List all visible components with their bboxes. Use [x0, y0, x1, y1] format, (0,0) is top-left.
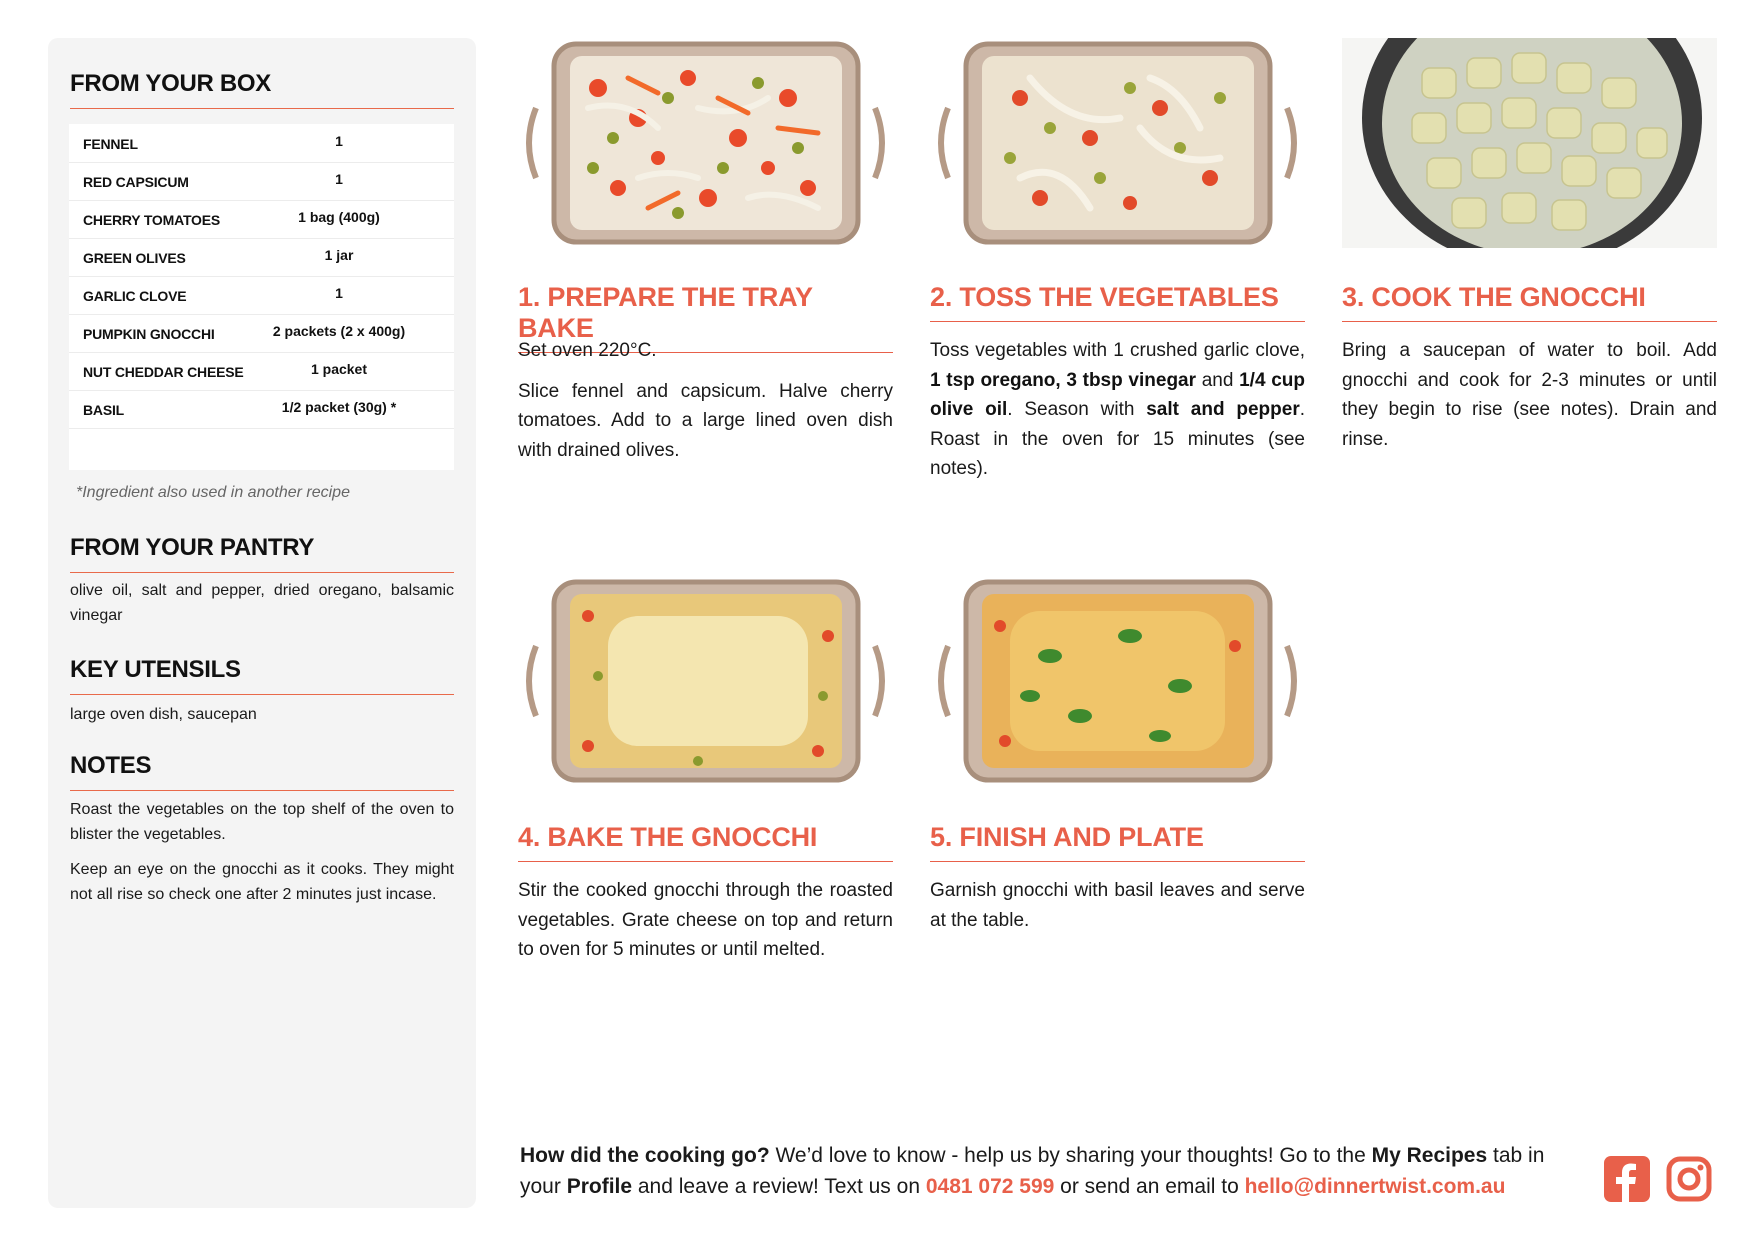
pantry-text: olive oil, salt and pepper, dried oregano, balsamic vinegar [70, 582, 454, 624]
ingredient-name: GARLIC CLOVE [83, 288, 187, 304]
step-2-bold: 1 tsp oregano, 3 tbsp vinegar [930, 369, 1197, 391]
ingredient-name: PUMPKIN GNOCCHI [83, 326, 215, 342]
ingredients-sidebar [48, 38, 476, 1208]
ingredient-qty: 1 [335, 285, 343, 301]
email-link[interactable]: hello@dinnertwist.com.au [1244, 1175, 1506, 1198]
step-1-photo [518, 38, 893, 248]
step-1-text: Set oven 220°C. [518, 340, 657, 361]
ingredient-row [69, 390, 454, 429]
step-2-text: . Season with [1007, 399, 1147, 420]
ingredient-name: FENNEL [83, 136, 138, 152]
step-4-body [518, 876, 893, 976]
step-4-title: 4. BAKE THE GNOCCHI [518, 822, 893, 862]
review-prompt [520, 1140, 1570, 1202]
ingredient-row [69, 238, 454, 277]
step-1-title: 1. PREPARE THE TRAY BAKE [518, 282, 893, 353]
ingredient-qty: 1 jar [324, 247, 354, 263]
review-text: tab in your [520, 1144, 1545, 1198]
step-2-text: Toss vegetables with 1 crushed garlic clove, [930, 340, 1305, 361]
ingredients-table [69, 124, 454, 470]
ingredient-row [69, 162, 454, 201]
step-3-text: Bring a saucepan of water to boil. Add gnocchi and cook for 2-3 minutes or until they begin to rise (see notes). Drain and rinse. [1342, 340, 1717, 450]
ingredient-name: RED CAPSICUM [83, 174, 189, 190]
ingredient-name: NUT CHEDDAR CHEESE [83, 364, 244, 380]
review-text: We’d love to know - help us by sharing your thoughts! Go to the [769, 1144, 1372, 1167]
step-2-text: . Roast in the oven for 15 minutes (see notes). [930, 399, 1306, 479]
ingredient-qty: 1 bag (400g) [298, 209, 380, 225]
step-5-title: 5. FINISH AND PLATE [930, 822, 1305, 862]
ingredient-qty: 1 [335, 171, 343, 187]
step-2-bold: salt and pepper [1146, 399, 1300, 420]
step-1-text: Slice fennel and capsicum. Halve cherry tomatoes. Add to a large lined oven dish with drained olives. [518, 380, 893, 461]
step-2-title: 2. TOSS THE VEGETABLES [930, 282, 1305, 322]
step-4-photo [518, 576, 893, 786]
step-5-text: Garnish gnocchi with basil leaves and serve at the table. [930, 880, 1305, 931]
ingredient-row [69, 314, 454, 353]
ingredient-name: GREEN OLIVES [83, 250, 186, 266]
ingredient-qty: 1 [335, 133, 343, 149]
profile-label: Profile [566, 1175, 633, 1198]
ingredient-row [69, 352, 454, 391]
ingredient-row [69, 124, 454, 163]
note-item: Keep an eye on the gnocchi as it cooks. They might not all rise so check one after 2 minutes just incase. [70, 861, 454, 903]
step-2-text: and [1196, 369, 1240, 391]
step-5-photo [930, 576, 1305, 786]
facebook-icon[interactable] [1604, 1156, 1650, 1202]
step-5-body [930, 876, 1305, 946]
ingredient-footnote: *Ingredient also used in another recipe [76, 484, 350, 501]
step-3-photo [1342, 38, 1717, 248]
my-recipes-label: My Recipes [1371, 1144, 1488, 1167]
step-3-body [1342, 336, 1717, 465]
ingredient-row [69, 200, 454, 239]
box-title: FROM YOUR BOX [70, 70, 454, 109]
ingredient-qty: 2 packets (2 x 400g) [272, 323, 406, 339]
step-1-body [518, 336, 893, 476]
step-2-photo [930, 38, 1305, 248]
review-text: or send an email to [1054, 1175, 1245, 1198]
instagram-icon[interactable] [1666, 1156, 1712, 1202]
utensils-title: KEY UTENSILS [70, 656, 454, 695]
note-item: Roast the vegetables on the top shelf of the oven to blister the vegetables. [70, 801, 454, 843]
ingredient-qty: 1 packet [310, 361, 368, 377]
ingredient-qty: 1/2 packet (30g) * [281, 399, 397, 415]
ingredient-row [69, 276, 454, 315]
ingredient-name: CHERRY TOMATOES [83, 212, 221, 228]
step-2-body [930, 336, 1305, 495]
phone-link[interactable]: 0481 072 599 [925, 1175, 1055, 1198]
step-4-text: Stir the cooked gnocchi through the roasted vegetables. Grate cheese on top and return to oven for 5 minutes or until melted. [518, 880, 893, 960]
step-2-bold: 1/4 cup olive oil [930, 369, 1305, 420]
utensils-text: large oven dish, saucepan [70, 706, 257, 723]
review-question: How did the cooking go? [520, 1144, 770, 1167]
pantry-title: FROM YOUR PANTRY [70, 534, 454, 573]
ingredient-name: BASIL [83, 402, 125, 418]
review-text: and leave a review! Text us on [632, 1175, 926, 1198]
step-3-title: 3. COOK THE GNOCCHI [1342, 282, 1717, 322]
notes-title: NOTES [70, 752, 454, 791]
